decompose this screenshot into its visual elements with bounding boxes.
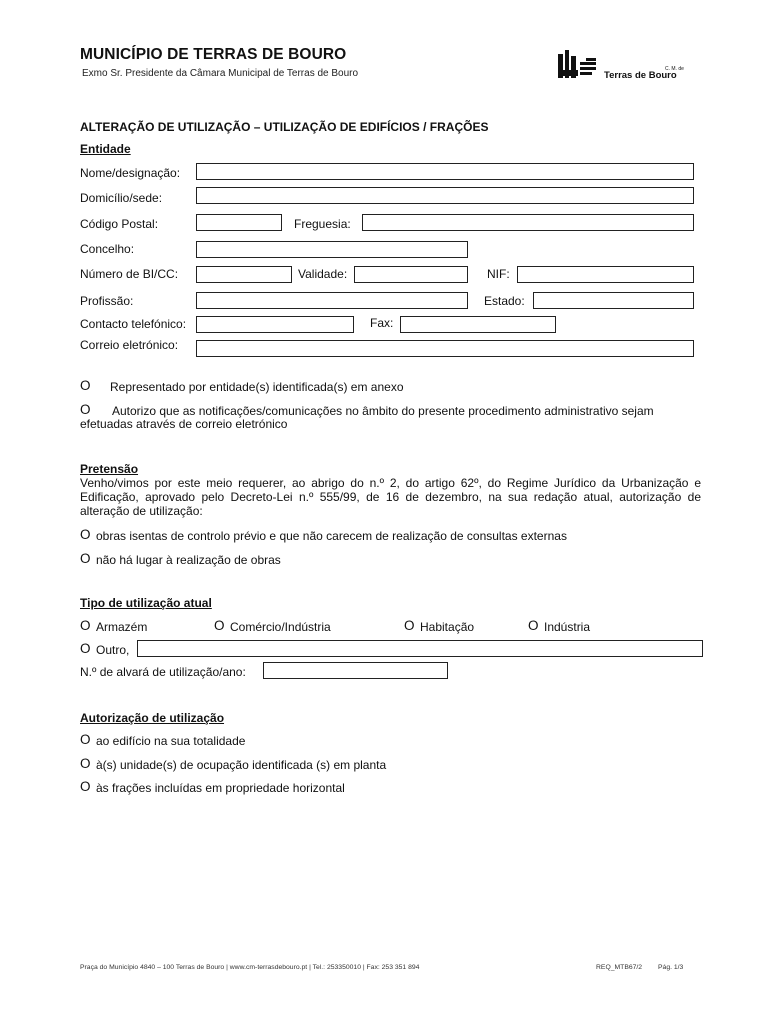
fracoes-radio[interactable]: O bbox=[80, 779, 91, 794]
outro-label: Outro, bbox=[96, 643, 130, 657]
numero-bi-label: Número de BI/CC: bbox=[80, 267, 179, 281]
freguesia-label: Freguesia: bbox=[294, 217, 351, 231]
correio-label: Correio eletrónico: bbox=[80, 338, 179, 352]
outro-input[interactable] bbox=[137, 640, 703, 657]
contacto-input[interactable] bbox=[196, 316, 354, 333]
industria-label: Indústria bbox=[544, 620, 591, 634]
habitacao-label: Habitação bbox=[420, 620, 475, 634]
fax-label: Fax: bbox=[370, 316, 394, 330]
autorizo-radio[interactable]: O bbox=[80, 402, 91, 417]
nif-input[interactable] bbox=[517, 266, 694, 283]
obras-isentas-label: obras isentas de controlo prévio e que não carecem de realização de consultas externas bbox=[96, 529, 567, 543]
section-entidade: Entidade bbox=[80, 142, 131, 156]
domicilio-label: Domicílio/sede: bbox=[80, 191, 163, 205]
addressee-line: Exmo Sr. Presidente da Câmara Municipal de Terras de Bouro bbox=[82, 68, 359, 79]
validade-input[interactable] bbox=[354, 266, 468, 283]
obras-isentas-radio[interactable]: O bbox=[80, 527, 91, 542]
numero-bi-input[interactable] bbox=[196, 266, 292, 283]
outro-radio[interactable]: O bbox=[80, 641, 91, 656]
contacto-label: Contacto telefónico: bbox=[80, 317, 187, 331]
estado-input[interactable] bbox=[533, 292, 694, 309]
armazem-label: Armazém bbox=[96, 620, 148, 634]
unidades-radio[interactable]: O bbox=[80, 756, 91, 771]
validade-label: Validade: bbox=[298, 267, 348, 281]
nome-input[interactable] bbox=[196, 163, 694, 180]
municipality-title: MUNICÍPIO DE TERRAS DE BOURO bbox=[80, 46, 347, 63]
autorizo-label-line1: Autorizo que as notificações/comunicações no âmbito do presente procedimento administrativo sejam bbox=[112, 404, 654, 418]
habitacao-radio[interactable]: O bbox=[404, 618, 415, 633]
footer-address: Praça do Município 4840 – 100 Terras de Bouro | www.cm-terrasdebouro.pt | Tel.: 253350010 | Fax: 253 351 894 bbox=[80, 964, 420, 971]
armazem-radio[interactable]: O bbox=[80, 618, 91, 633]
representado-radio[interactable]: O bbox=[80, 378, 91, 393]
logo-text: Terras de Bouro bbox=[604, 70, 677, 81]
alvara-input[interactable] bbox=[263, 662, 448, 679]
concelho-label: Concelho: bbox=[80, 242, 135, 256]
logo-small-text: C. M. de bbox=[665, 66, 684, 72]
nif-label: NIF: bbox=[487, 267, 510, 281]
document-heading: ALTERAÇÃO DE UTILIZAÇÃO – UTILIZAÇÃO DE EDIFÍCIOS / FRAÇÕES bbox=[80, 120, 489, 134]
codigo-postal-label: Código Postal: bbox=[80, 217, 159, 231]
estado-label: Estado: bbox=[484, 294, 525, 308]
comercio-radio[interactable]: O bbox=[214, 618, 225, 633]
alvara-label: N.º de alvará de utilização/ano: bbox=[80, 665, 246, 679]
footer-ref: REQ_MTB67/2 bbox=[596, 964, 643, 971]
section-autorizacao: Autorização de utilização bbox=[80, 711, 225, 725]
concelho-input[interactable] bbox=[196, 241, 468, 258]
codigo-postal-input[interactable] bbox=[196, 214, 282, 231]
profissao-label: Profissão: bbox=[80, 294, 134, 308]
industria-radio[interactable]: O bbox=[528, 618, 539, 633]
comercio-label: Comércio/Indústria bbox=[230, 620, 331, 634]
section-tipo-utilizacao: Tipo de utilização atual bbox=[80, 596, 212, 610]
autorizo-label-line2: efetuadas através de correio eletrónico bbox=[80, 417, 288, 431]
totalidade-label: ao edifício na sua totalidade bbox=[96, 734, 246, 748]
correio-input[interactable] bbox=[196, 340, 694, 357]
domicilio-input[interactable] bbox=[196, 187, 694, 204]
unidades-label: à(s) unidade(s) de ocupação identificada (s) em planta bbox=[96, 758, 387, 772]
section-pretensao: Pretensão bbox=[80, 462, 139, 476]
footer-page: Pág. 1/3 bbox=[658, 964, 684, 971]
fax-input[interactable] bbox=[400, 316, 556, 333]
profissao-input[interactable] bbox=[196, 292, 468, 309]
totalidade-radio[interactable]: O bbox=[80, 732, 91, 747]
sem-obras-label: não há lugar à realização de obras bbox=[96, 553, 281, 567]
freguesia-input[interactable] bbox=[362, 214, 694, 231]
fracoes-label: às frações incluídas em propriedade horizontal bbox=[96, 781, 345, 795]
nome-label: Nome/designação: bbox=[80, 166, 181, 180]
sem-obras-radio[interactable]: O bbox=[80, 551, 91, 566]
pretensao-text: Venho/vimos por este meio requerer, ao abrigo do n.º 2, do artigo 62º, do Regime Jurídico da Urbanização e Edificação, aprovado pelo Decreto-Lei n.º 555/99, de 16 de dezembro, na sua redação atual, autorização de alteração de utilização: bbox=[80, 476, 701, 518]
representado-label: Representado por entidade(s) identificada(s) em anexo bbox=[110, 380, 404, 394]
